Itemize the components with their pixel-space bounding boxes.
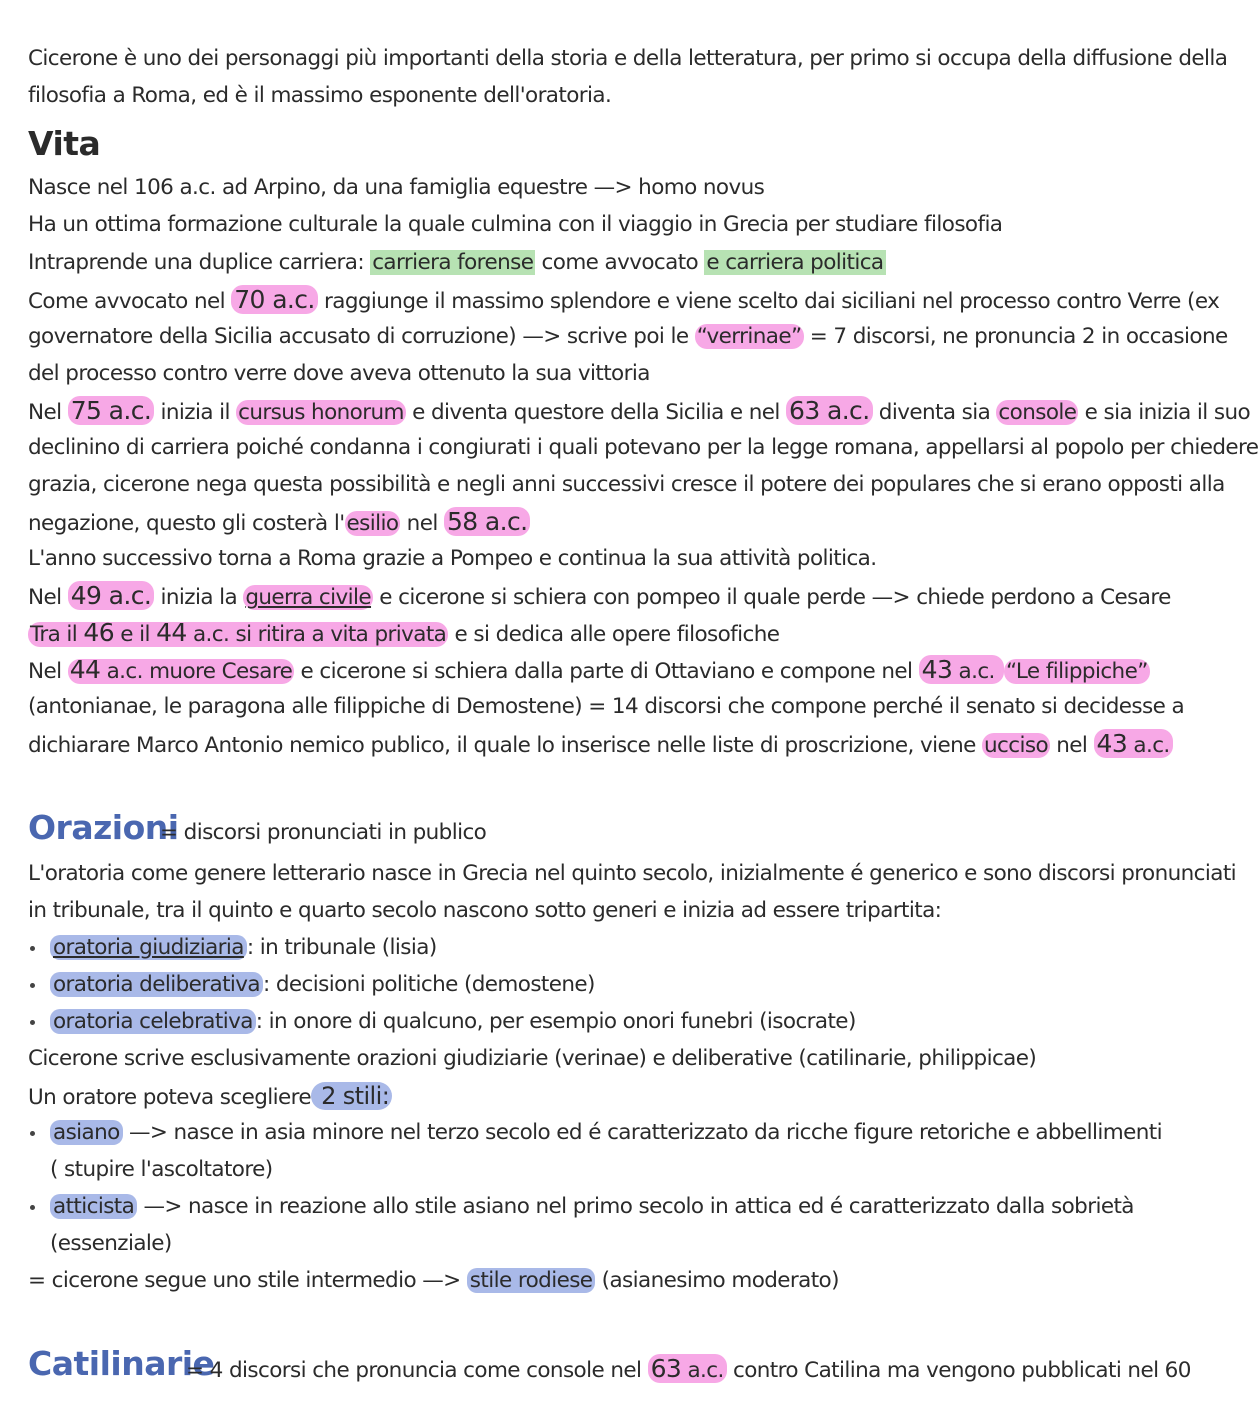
- text: nel: [1050, 733, 1094, 758]
- vita-line-5: [28, 322, 1228, 352]
- text: Intraprende una duplice carriera:: [28, 250, 371, 275]
- vita-line-14: [28, 655, 1150, 687]
- heading-vita: Vita: [28, 124, 101, 163]
- orazioni-line-1: L'oratoria come genere letterario nasce in Grecia nel quinto secolo, inizialmente é generico e sono discorsi pronunciati: [28, 861, 1237, 886]
- highlight-guerra-civile: guerra civile: [245, 585, 372, 610]
- highlight-date: [919, 655, 1004, 684]
- text: a.c.: [681, 1358, 724, 1383]
- text: e diventa questore della Sicilia e nel: [405, 400, 787, 425]
- text: Nel: [28, 659, 68, 684]
- vita-line-6: del processo contro verre dove aveva ottenuto la sua vittoria: [28, 361, 650, 386]
- highlight-esilio: esilio: [346, 511, 399, 536]
- text: e il: [114, 622, 157, 647]
- text: inizia il: [154, 400, 237, 425]
- vita-line-1: Nasce nel 106 a.c. ad Arpino, da una famiglia equestre —> homo novus: [28, 175, 765, 200]
- text: e si dedica alle opere filosofiche: [448, 622, 780, 647]
- text: nel: [400, 511, 444, 536]
- text: a.c.: [952, 659, 1002, 684]
- style-atticista-note: (essenziale): [50, 1231, 172, 1256]
- style-asiano: [50, 1118, 1162, 1148]
- highlight-2-stili: 2 stili:: [311, 1082, 392, 1110]
- intro-line-1: Cicerone è uno dei personaggi più importanti della storia e della letteratura, per primo si occupa della diffusione della: [28, 46, 1228, 71]
- text: governatore della Sicilia accusato di corruzione) —> scrive poi le: [28, 324, 695, 349]
- text: : decisioni politiche (demostene): [263, 972, 595, 997]
- year: 44: [69, 655, 101, 684]
- heading-catilinarie: Catilinarie: [28, 1344, 215, 1383]
- text: diventa sia: [872, 400, 997, 425]
- bullet-dot: [30, 946, 35, 951]
- highlight-atticista: atticista: [50, 1194, 137, 1219]
- highlight-muore-cesare: [68, 655, 295, 684]
- highlight-date: [648, 1354, 727, 1383]
- intro-line-2: filosofia a Roma, ed è il massimo esponente dell'oratoria.: [28, 83, 612, 108]
- text: come avvocato: [535, 250, 705, 275]
- vita-line-12: [28, 581, 1171, 613]
- highlight-carriera-forense: carriera forense: [372, 250, 534, 275]
- text: contro Catilina ma vengono pubblicati nel 60: [726, 1358, 1191, 1383]
- highlight-filippiche: “Le filippiche”: [1006, 659, 1148, 684]
- heading-orazioni: Orazioni: [28, 808, 179, 847]
- text: = 7 discorsi, ne pronuncia 2 in occasione: [803, 324, 1228, 349]
- vita-line-3: [28, 248, 886, 278]
- year: 43: [1096, 729, 1128, 758]
- highlight-oratoria-celebrativa: oratoria celebrativa: [50, 1009, 256, 1034]
- catilinarie-definition: [186, 1354, 1191, 1386]
- text: a.c. si ritira a vita privata: [186, 622, 447, 647]
- text: a.c.: [1127, 733, 1170, 758]
- orazioni-line-3: Cicerone scrive esclusivamente orazioni giudiziarie (verinae) e deliberative (catilinarie, philippicae): [28, 1046, 1037, 1071]
- highlight-date: 49 a.c.: [68, 581, 155, 610]
- highlight-date: [1094, 729, 1173, 758]
- highlight-oratoria-deliberativa: oratoria deliberativa: [50, 972, 263, 997]
- bullet-oratoria-giudiziaria: [50, 933, 437, 963]
- text: Un oratore poteva scegliere: [28, 1085, 312, 1110]
- highlight-carriera-politica: e carriera politica: [706, 250, 884, 275]
- text: : in tribunale (lisia): [246, 935, 437, 960]
- text: e sia inizia il suo: [1078, 400, 1251, 425]
- text: e cicerone si schiera con pompeo il quale perde —> chiede perdono a Cesare: [373, 585, 1171, 610]
- highlight-date: 58 a.c.: [444, 507, 531, 536]
- highlight-ucciso: ucciso: [984, 733, 1049, 758]
- orazioni-line-2: in tribunale, tra il quinto e quarto secolo nascono sotto generi e inizia ad essere tripartita:: [28, 898, 942, 923]
- vita-line-15: (antonianae, le paragona alle filippiche di Demostene) = 14 discorsi che compone perché il senato si decidesse a: [28, 694, 1185, 719]
- highlight-verrinae: “verrinae”: [696, 324, 802, 349]
- text: = 4 discorsi che pronuncia come console nel: [186, 1358, 648, 1383]
- text: —> nasce in reazione allo stile asiano nel primo secolo in attica ed é caratterizzato dalla sobrietà: [137, 1194, 1134, 1219]
- highlight-stile-rodiese: stile rodiese: [467, 1268, 596, 1293]
- text: —> nasce in asia minore nel terzo secolo ed é caratterizzato da ricche figure retoriche e abbellimenti: [122, 1120, 1162, 1145]
- bullet-dot: [30, 983, 35, 988]
- vita-line-8: declinino di carriera poiché condanna i congiurati i quali potevano per la legge romana, appellarsi al popolo per chiedere: [28, 435, 1258, 460]
- text: Nel: [28, 585, 68, 610]
- bullet-oratoria-deliberativa: [50, 970, 595, 1000]
- highlight-asiano: asiano: [50, 1120, 123, 1145]
- year: 44: [156, 618, 187, 647]
- highlight-oratoria-giudiziaria: oratoria giudiziaria: [50, 935, 247, 960]
- bullet-oratoria-celebrativa: [50, 1007, 856, 1037]
- text: a.c. muore Cesare: [100, 659, 293, 684]
- text: : in onore di qualcuno, per esempio onori funebri (isocrate): [255, 1009, 856, 1034]
- text: dichiarare Marco Antonio nemico publico, il quale lo inserisce nelle liste di proscrizione, viene: [28, 733, 983, 758]
- orazioni-line-4: [28, 1081, 392, 1113]
- vita-line-2: Ha un ottima formazione culturale la quale culmina con il viaggio in Grecia per studiare filosofia: [28, 212, 1003, 237]
- vita-line-16: [28, 729, 1173, 761]
- text: inizia la: [154, 585, 244, 610]
- vita-line-13: [28, 618, 779, 650]
- bullet-dot: [30, 1131, 35, 1136]
- text: Tra il: [30, 622, 84, 647]
- style-atticista: [50, 1192, 1134, 1222]
- year: 43: [921, 655, 953, 684]
- highlight-date: 70 a.c.: [231, 285, 318, 314]
- orazioni-line-5: [28, 1266, 839, 1296]
- text: Nel: [28, 400, 68, 425]
- highlight-vita-privata: [28, 618, 448, 647]
- highlight-date: 75 a.c.: [68, 396, 155, 425]
- highlight-date: 63 a.c.: [786, 396, 873, 425]
- text: negazione, questo gli costerà l': [28, 511, 345, 536]
- style-asiano-note: ( stupire l'ascoltatore): [50, 1157, 273, 1182]
- vita-line-9: grazia, cicerone nega questa possibilità e negli anni successivi cresce il potere dei populares che si erano opposti alla: [28, 472, 1225, 497]
- orazioni-definition: = discorsi pronunciati in publico: [160, 820, 487, 845]
- text: (asianesimo moderato): [595, 1268, 839, 1293]
- year: 46: [83, 618, 115, 647]
- bullet-dot: [30, 1020, 35, 1025]
- vita-line-10: [28, 507, 530, 539]
- text: = cicerone segue uno stile intermedio —>: [28, 1268, 467, 1293]
- bullet-dot: [30, 1205, 35, 1210]
- vita-line-11: L'anno successivo torna a Roma grazie a Pompeo e continua la sua attività politica.: [28, 546, 877, 571]
- vita-line-4: [28, 285, 1219, 317]
- highlight-console: console: [998, 400, 1077, 425]
- vita-line-7: [28, 396, 1250, 428]
- highlight-cursus-honorum: cursus honorum: [238, 400, 404, 425]
- text: Come avvocato nel: [28, 289, 232, 314]
- text: e cicerone si schiera dalla parte di Ottaviano e compone nel: [294, 659, 919, 684]
- text: raggiunge il massimo splendore e viene scelto dai siciliani nel processo contro Verre (ex: [317, 289, 1220, 314]
- year: 63: [650, 1354, 682, 1383]
